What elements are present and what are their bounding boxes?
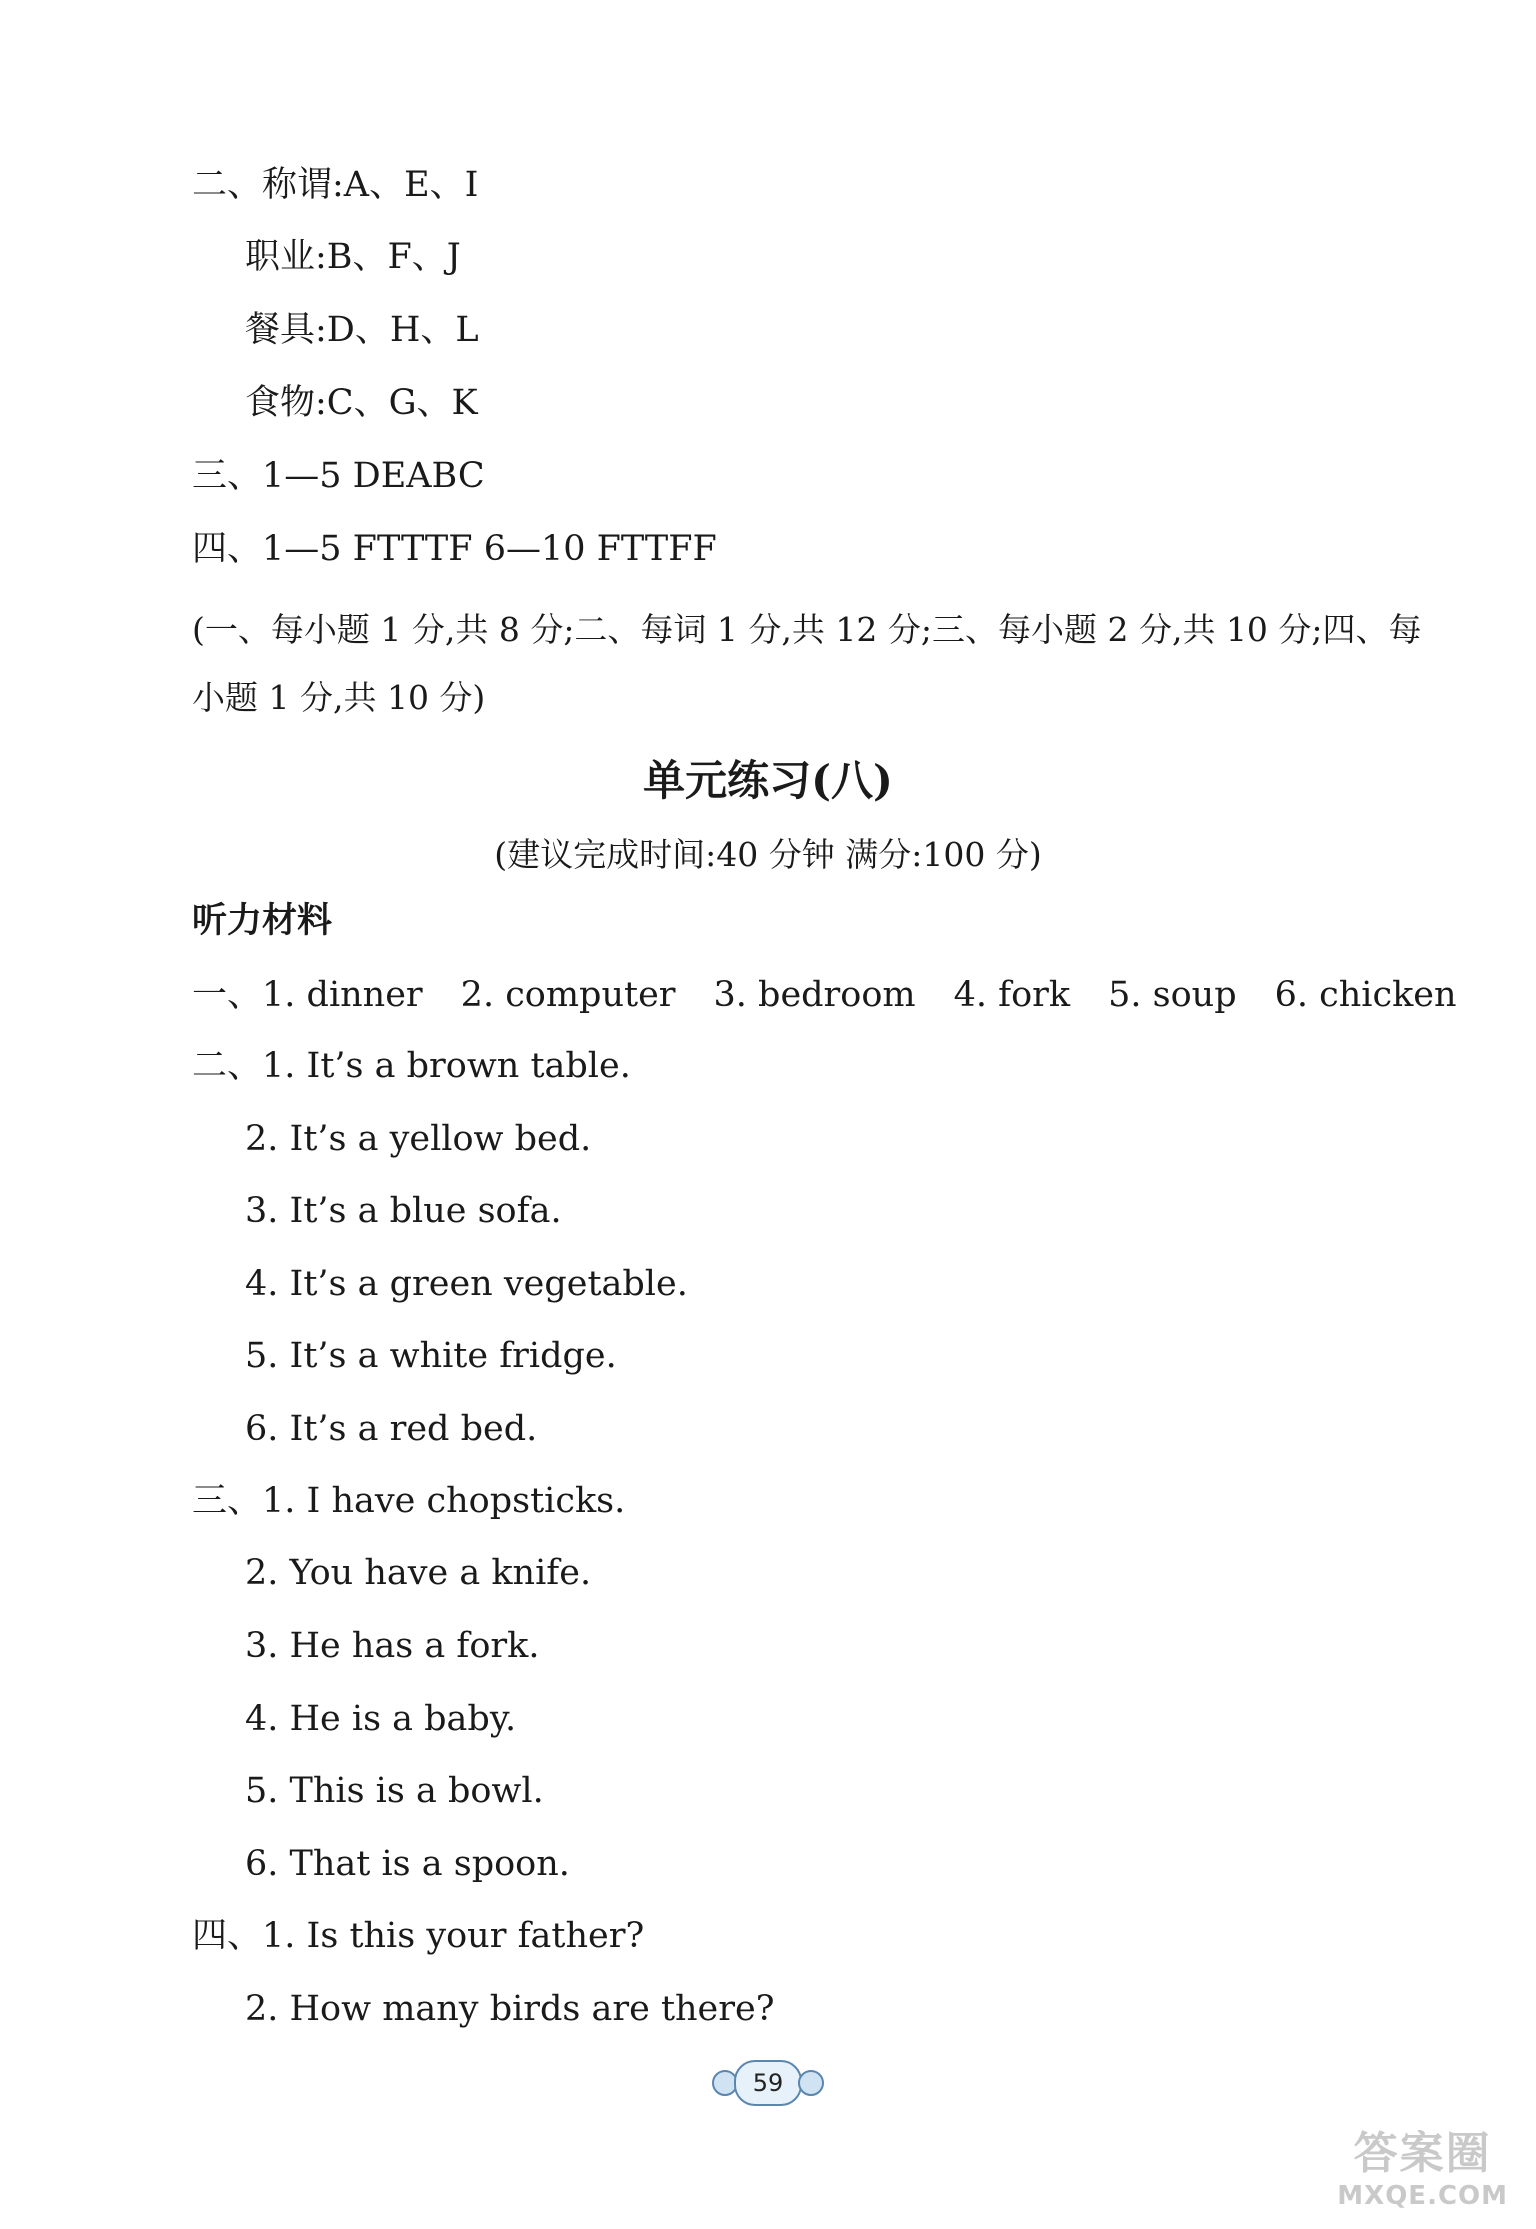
part1-prefix: 一、: [192, 975, 263, 1015]
listening-part2-first: [192, 1046, 631, 1086]
page-number-badge: [712, 2060, 824, 2106]
part3-prefix: 三、: [192, 1481, 263, 1521]
answer-line-2: 二、称谓:A、E、I: [192, 165, 479, 205]
listening-part3-first: [192, 1481, 626, 1521]
list-item: 5. soup: [1108, 975, 1237, 1015]
list-item: 4. fork: [953, 975, 1071, 1015]
bubble-icon: [798, 2070, 824, 2096]
list-item: 2. You have a knife.: [245, 1553, 592, 1593]
watermark-logo-text: 答案圈: [1353, 2128, 1492, 2179]
list-item: 1. It’s a brown table.: [262, 1046, 631, 1086]
listening-part1: [192, 975, 1457, 1015]
list-item: 3. He has a fork.: [245, 1626, 540, 1666]
list-item: 4. He is a baby.: [245, 1699, 517, 1739]
answer-line-3: 三、1—5 DEABC: [192, 456, 485, 496]
answer-line-food: 食物:C、G、K: [245, 383, 478, 423]
list-item: 1. dinner: [262, 975, 423, 1015]
list-item: 3. It’s a blue sofa.: [245, 1191, 562, 1231]
list-item: 3. bedroom: [713, 975, 916, 1015]
answer-line-4: 四、1—5 FTTTF 6—10 FTTFF: [192, 529, 717, 569]
list-item: 6. It’s a red bed.: [245, 1409, 538, 1449]
listening-part4-first: [192, 1916, 645, 1956]
watermark-url: MXQE.COM: [1337, 2181, 1508, 2211]
section-heading: 听力材料: [192, 900, 333, 941]
answer-line-tableware: 餐具:D、H、L: [245, 310, 479, 350]
list-item: 2. How many birds are there?: [245, 1989, 775, 2029]
unit-title: 单元练习(八): [643, 756, 893, 805]
list-item: 6. That is a spoon.: [245, 1844, 570, 1884]
scoring-note-line1: (一、每小题 1 分,共 8 分;二、每词 1 分,共 12 分;三、每小题 2 分,共 10 分;四、每: [192, 610, 1422, 649]
page-number: 59: [734, 2060, 802, 2106]
list-item: 1. Is this your father?: [262, 1916, 645, 1956]
list-item: 2. computer: [460, 975, 676, 1015]
list-item: 1. I have chopsticks.: [262, 1481, 626, 1521]
list-item: 6. chicken: [1274, 975, 1457, 1015]
list-item: 5. This is a bowl.: [245, 1771, 544, 1811]
part2-prefix: 二、: [192, 1046, 263, 1086]
answer-line-occupation: 职业:B、F、J: [245, 237, 461, 277]
list-item: 5. It’s a white fridge.: [245, 1336, 617, 1376]
unit-subtitle: (建议完成时间:40 分钟 满分:100 分): [494, 835, 1042, 874]
list-item: 2. It’s a yellow bed.: [245, 1119, 592, 1159]
scoring-note-line2: 小题 1 分,共 10 分): [192, 678, 486, 717]
watermark: [1337, 2117, 1508, 2211]
list-item: 4. It’s a green vegetable.: [245, 1264, 688, 1304]
part4-prefix: 四、: [192, 1916, 263, 1956]
